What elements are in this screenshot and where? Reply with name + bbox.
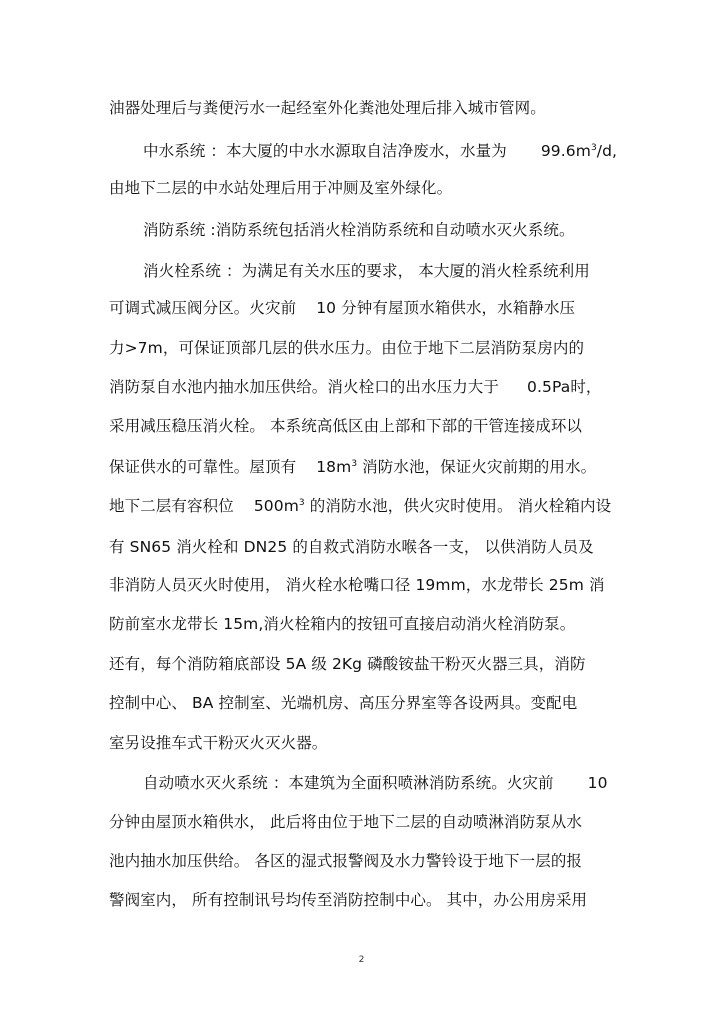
- text-line: 消防泵自水池内抽水加压供给。消火栓口的出水压力大于 0.5Pa时，: [109, 378, 602, 396]
- text-line: 非消防人员灭火时使用， 消火栓水枪嘴口径 19mm，水龙带长 25m 消: [109, 576, 605, 594]
- text-line: 保证供水的可靠性。屋顶有 $18m^3$ 消防水池，保证火灾前期的用水。: [109, 458, 597, 476]
- text-line: 分钟由屋顶水箱供水， 此后将由位于地下二层的自动喷淋消防泵从水: [109, 813, 583, 831]
- text-line: 防前室水龙带长 15m,消火栓箱内的按钮可直接启动消火栓消防泵。: [109, 615, 576, 633]
- text-line: 中水系统 ：本大厦的中水水源取自洁净废水，水量为 $99.6m^3/d$,: [143, 142, 618, 160]
- text-line: 警阀室内， 所有控制讯号均传至消防控制中心。 其中，办公用房采用: [109, 891, 588, 909]
- page-number: 2: [358, 955, 365, 965]
- text-line: 自动喷水灭火系统 ：本建筑为全面积喷淋消防系统。火灾前 10: [143, 774, 608, 792]
- text-line: 可调式减压阀分区。火灾前 10 分钟有屋顶水箱供水，水箱静水压: [109, 299, 576, 317]
- text-line: 力>7m，可保证顶部几层的供水压力。由位于地下二层消防泵房内的: [109, 339, 585, 357]
- text-line: 消火栓系统 ：为满足有关水压的要求， 本大厦的消火栓系统利用: [143, 262, 590, 280]
- text-line: 由地下二层的中水站处理后用于冲厕及室外绿化。: [109, 179, 453, 197]
- text-line: 控制中心、 BA 控制室、光端机房、高压分界室等各设两具。变配电: [109, 694, 578, 712]
- text-line: 消防系统 :消防系统包括消火栓消防系统和自动喷水灭火系统。: [143, 221, 575, 239]
- text-line: 室另设推车式干粉灭火灭火器。: [109, 734, 328, 752]
- text-line: 池内抽水加压供给。 各区的湿式报警阀及水力警铃设于地下一层的报: [109, 852, 583, 870]
- text-line: 地下二层有容积位 $500m^3$ 的消防水池，供火灾时使用。 消火栓箱内设: [109, 497, 612, 515]
- text-line: 有 SN65 消火栓和 DN25 的自救式消防水喉各一支， 以供消防人员及: [109, 538, 594, 556]
- text-line: 还有，每个消防箱底部设 5A 级 2Kg 磷酸铵盐干粉灭火器三具，消防: [109, 655, 586, 673]
- text-line: 油器处理后与粪便污水一起经室外化粪池处理后排入城市管网。: [109, 99, 546, 117]
- text-line: 采用减压稳压消火栓。 本系统高低区由上部和下部的干管连接成环以: [109, 417, 583, 435]
